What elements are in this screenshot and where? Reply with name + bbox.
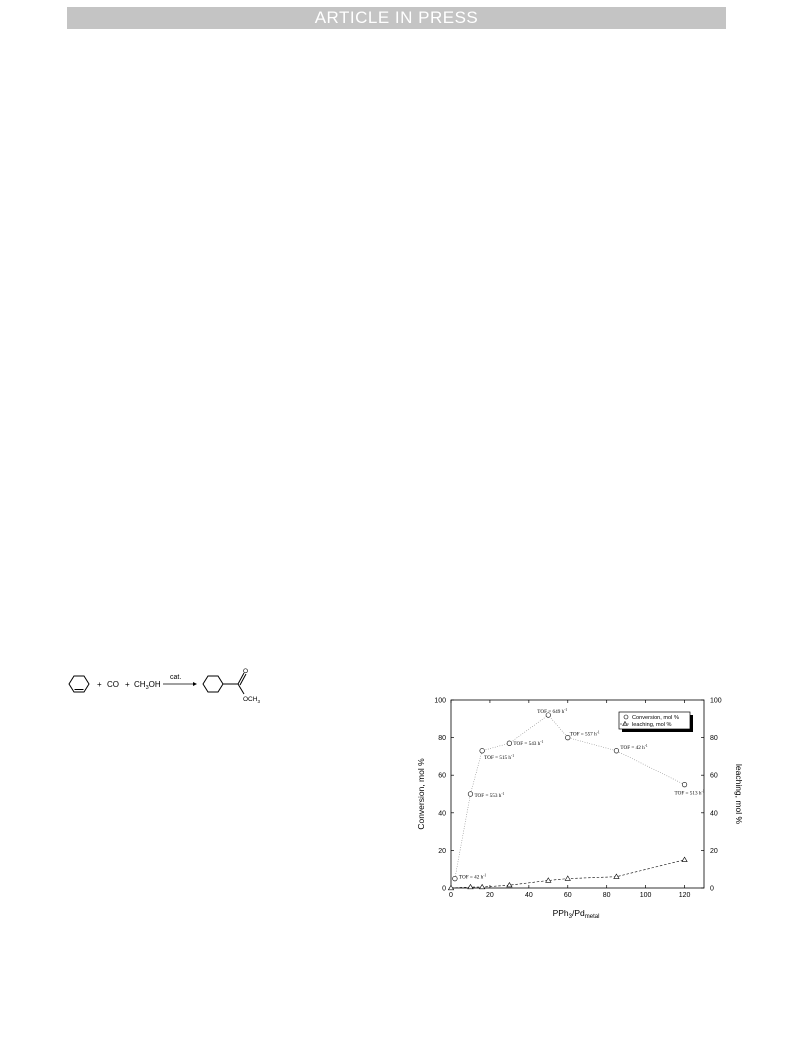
conversion-data-point <box>682 782 687 787</box>
x-tick-label: 40 <box>524 892 533 899</box>
leaching-data-point <box>480 884 485 888</box>
tof-annotation: TOF = 557 $h^{-1}$ <box>569 730 600 738</box>
x-axis-label: $PPh_3/Pd_{metal}$ <box>552 908 600 920</box>
leaching-data-point <box>565 876 570 880</box>
conversion-data-point <box>480 748 485 753</box>
y-tick-label-right: 100 <box>710 697 722 705</box>
x-tick-label: 80 <box>602 892 611 899</box>
article-in-press-banner: ARTICLE IN PRESS <box>67 7 726 29</box>
carbonyl-oxygen-label: O <box>243 668 249 675</box>
conversion-leaching-chart <box>410 690 750 920</box>
x-tick-label: 120 <box>678 892 691 899</box>
conversion-data-point <box>507 741 512 746</box>
cyclohexene-structure <box>69 676 89 692</box>
carbon-monoxide-label: CO <box>107 680 119 689</box>
y-tick-label-right: 60 <box>710 772 718 780</box>
y-tick-label-right: 40 <box>710 810 718 818</box>
conversion-data-point <box>614 748 619 753</box>
leaching-data-point <box>448 885 453 889</box>
plus-sign-2: + <box>125 680 130 689</box>
tof-annotation: TOF = 543 $h^{-1}$ <box>513 740 544 748</box>
tof-annotation: TOF = 649 $h^{-1}$ <box>537 708 568 716</box>
y-tick-label-left: 60 <box>438 772 446 780</box>
y-axis-label-right: leaching, mol % <box>734 763 744 825</box>
conversion-data-point <box>453 876 458 881</box>
tof-annotation: TOF = 515 $h^{-1}$ <box>484 753 515 761</box>
tof-annotation: TOF = 553 $h^{-1}$ <box>474 792 505 799</box>
tof-annotation: TOF = 42 $h^{-1}$ <box>458 873 487 881</box>
methyl-cyclohexanecarboxylate-structure <box>203 673 246 694</box>
methanol-label: $CH_3OH$ <box>134 680 161 691</box>
y-tick-label-right: 80 <box>710 735 718 743</box>
y-tick-label-right: 20 <box>710 847 718 855</box>
reaction-arrowhead <box>193 682 197 686</box>
leaching-data-point <box>682 857 687 861</box>
tof-annotation: TOF = 513 $h^{-1}$ <box>674 789 705 797</box>
conversion-data-point <box>468 792 473 797</box>
methoxy-label: $OCH_3$ <box>243 696 260 704</box>
y-axis-label-left: Conversion, mol % <box>416 758 426 830</box>
plus-sign-1: + <box>97 680 102 689</box>
y-tick-label-left: 0 <box>442 885 446 893</box>
catalyst-label: cat. <box>170 674 182 681</box>
y-tick-label-right: 0 <box>710 885 714 893</box>
x-tick-label: 20 <box>486 892 494 899</box>
legend-conversion-label: Conversion, mol % <box>632 715 679 721</box>
y-tick-label-left: 100 <box>434 697 446 705</box>
legend-leaching-label: leaching, mol % <box>632 722 672 728</box>
x-tick-label: 100 <box>639 892 652 899</box>
y-tick-label-left: 20 <box>438 847 446 855</box>
y-tick-label-left: 40 <box>438 810 446 818</box>
x-tick-label: 0 <box>449 892 453 899</box>
chart-legend <box>619 712 693 732</box>
x-tick-label: 60 <box>563 892 572 899</box>
y-tick-label-left: 80 <box>438 735 446 743</box>
leaching-data-point <box>468 884 473 888</box>
tof-annotation: TOF = 42 $h^{-1}$ <box>620 743 648 751</box>
reaction-scheme <box>60 664 280 706</box>
